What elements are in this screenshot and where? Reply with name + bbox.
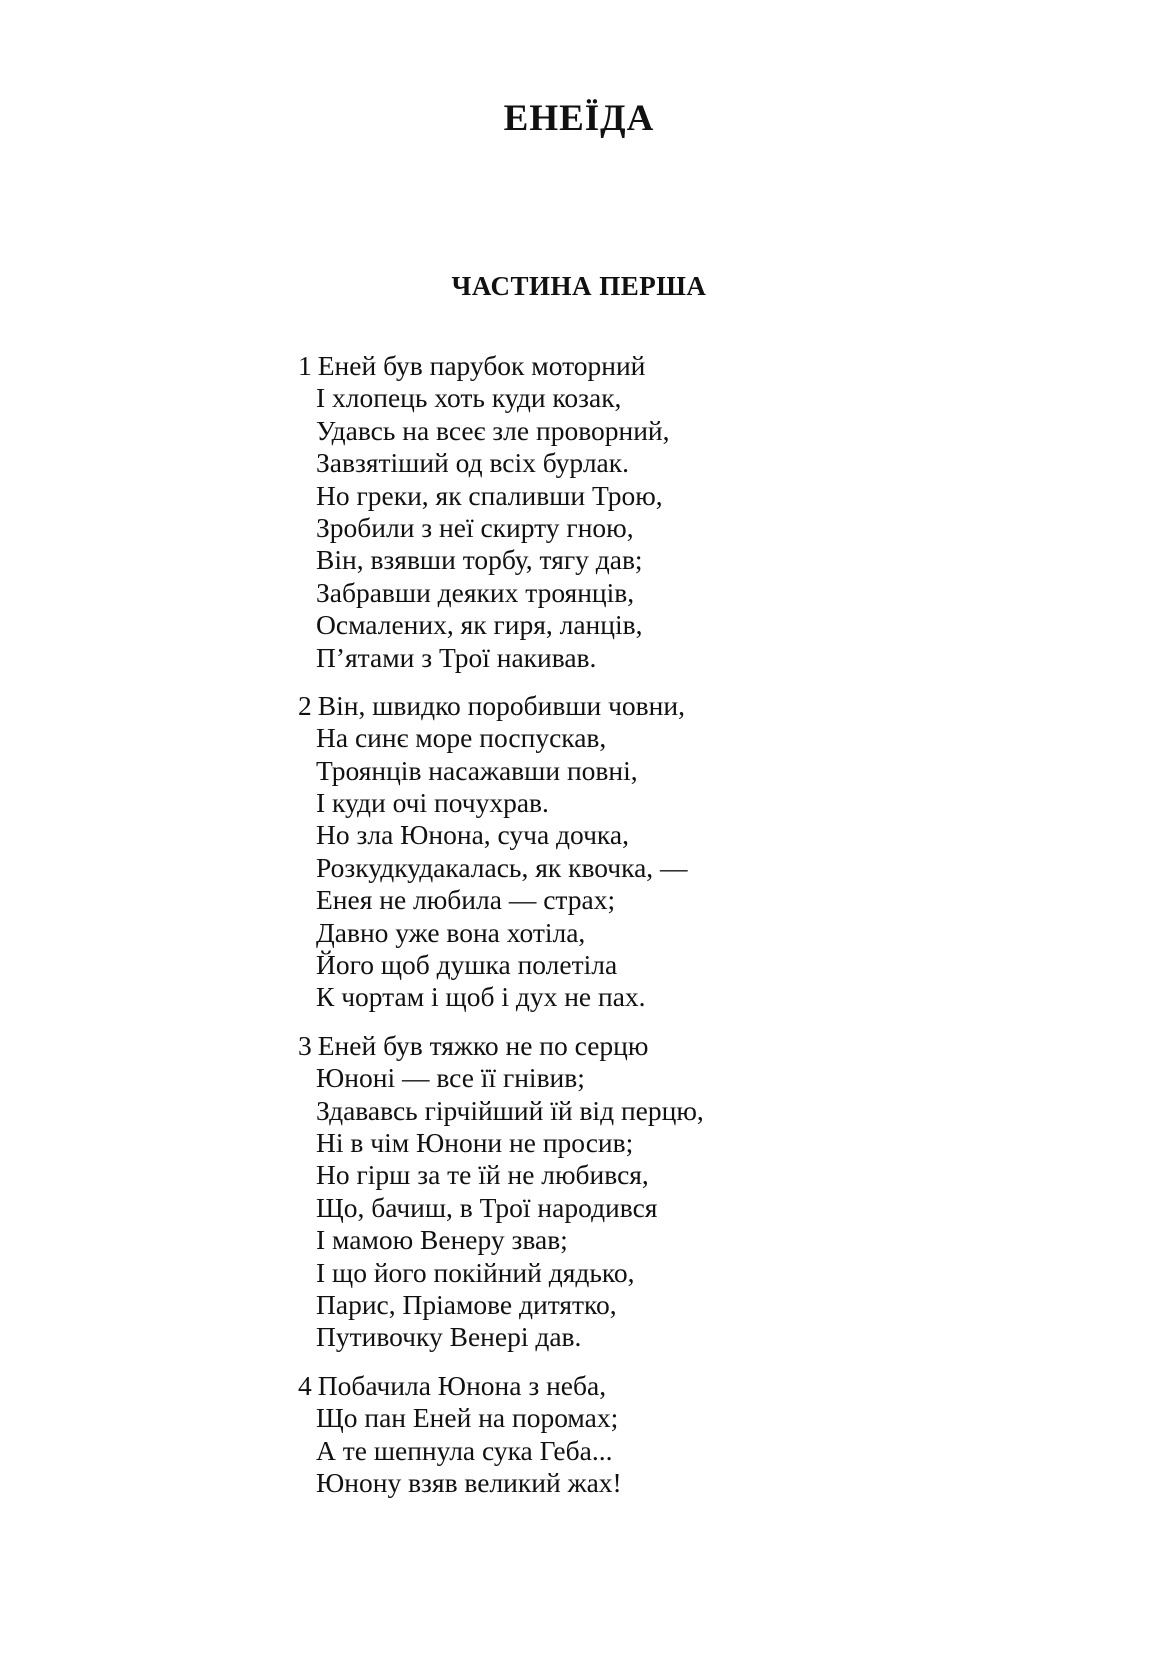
stanza-line: Забравши деяких троянців, [316,576,635,608]
stanza-line: І що його покійний дядько, [316,1256,635,1288]
document-title: ЕНЕЇДА [503,98,655,139]
stanza-3 [298,1030,858,1354]
stanza-line: Юнону взяв великий жах! [316,1466,622,1498]
stanza-line: Здававсь гірчійший їй від перцю, [316,1094,704,1126]
stanza-number: 4 [298,1369,312,1401]
stanza-line [298,1370,858,1402]
stanza-line: Парис, Пріамове дитятко, [316,1288,617,1320]
stanza-line: Розкудкудакалась, як квочка, — [316,851,688,883]
line-text: Еней був тяжко не по серцю [317,1029,649,1061]
stanza-line [298,350,858,382]
stanza-line: Його щоб душка полетіла [316,949,618,981]
stanza-2 [298,690,858,1014]
stanza-line: І мамою Венеру звав; [316,1224,568,1256]
stanza-line: Давно уже вона хотіла, [316,916,586,948]
stanza-line: Енея не любила — страх; [316,884,616,916]
stanza-line: Завзятіший од всіх бурлак. [316,447,629,479]
stanza-line [298,1030,858,1062]
stanza-number: 2 [298,689,312,721]
stanza-line: Троянців насажавши повні, [316,754,638,786]
stanza-line: Що, бачиш, в Трої народився [316,1191,658,1223]
stanza-line: Осмалених, як гиря, ланців, [316,609,643,641]
poem-body [298,350,858,1515]
stanza-line: Зробили з неї скирту гною, [316,511,634,543]
stanza-line: Но гірш за те їй не любився, [316,1159,649,1191]
stanza-line: П’ятами з Трої накивав. [316,641,597,673]
line-text: Еней був парубок моторний [317,350,646,381]
stanza-line: Що пан Еней на поромах; [316,1402,619,1434]
stanza-number: 3 [298,1029,312,1061]
stanza-line: Він, взявши торбу, тягу дав; [316,544,643,576]
stanza-line: Но зла Юнона, суча дочка, [316,819,629,851]
stanza-line: Ні в чім Юнони не просив; [316,1126,634,1158]
line-text: Побачила Юнона з неба, [317,1369,607,1401]
stanza-1 [298,350,858,674]
stanza-line: На синє море поспускав, [316,722,607,754]
stanza-number: 1 [298,350,312,381]
stanza-line: Путивочку Венері дав. [316,1321,582,1353]
stanza-line: А те шепнула сука Геба... [316,1434,613,1466]
stanza-line: І куди очі почухрав. [316,787,549,819]
stanza-line: К чортам і щоб і дух не пах. [316,981,646,1013]
stanza-line: Удавсь на всеє зле проворний, [316,414,670,446]
stanza-line: І хлопець хоть куди козак, [316,382,622,414]
stanza-line: Юноні — все її гнівив; [316,1062,585,1094]
stanza-4 [298,1370,858,1500]
stanza-line [298,690,858,722]
line-text: Він, швидко поробивши човни, [317,689,685,721]
part-title: ЧАСТИНА ПЕРША [451,271,707,301]
stanza-line: Но греки, як спаливши Трою, [316,479,663,511]
